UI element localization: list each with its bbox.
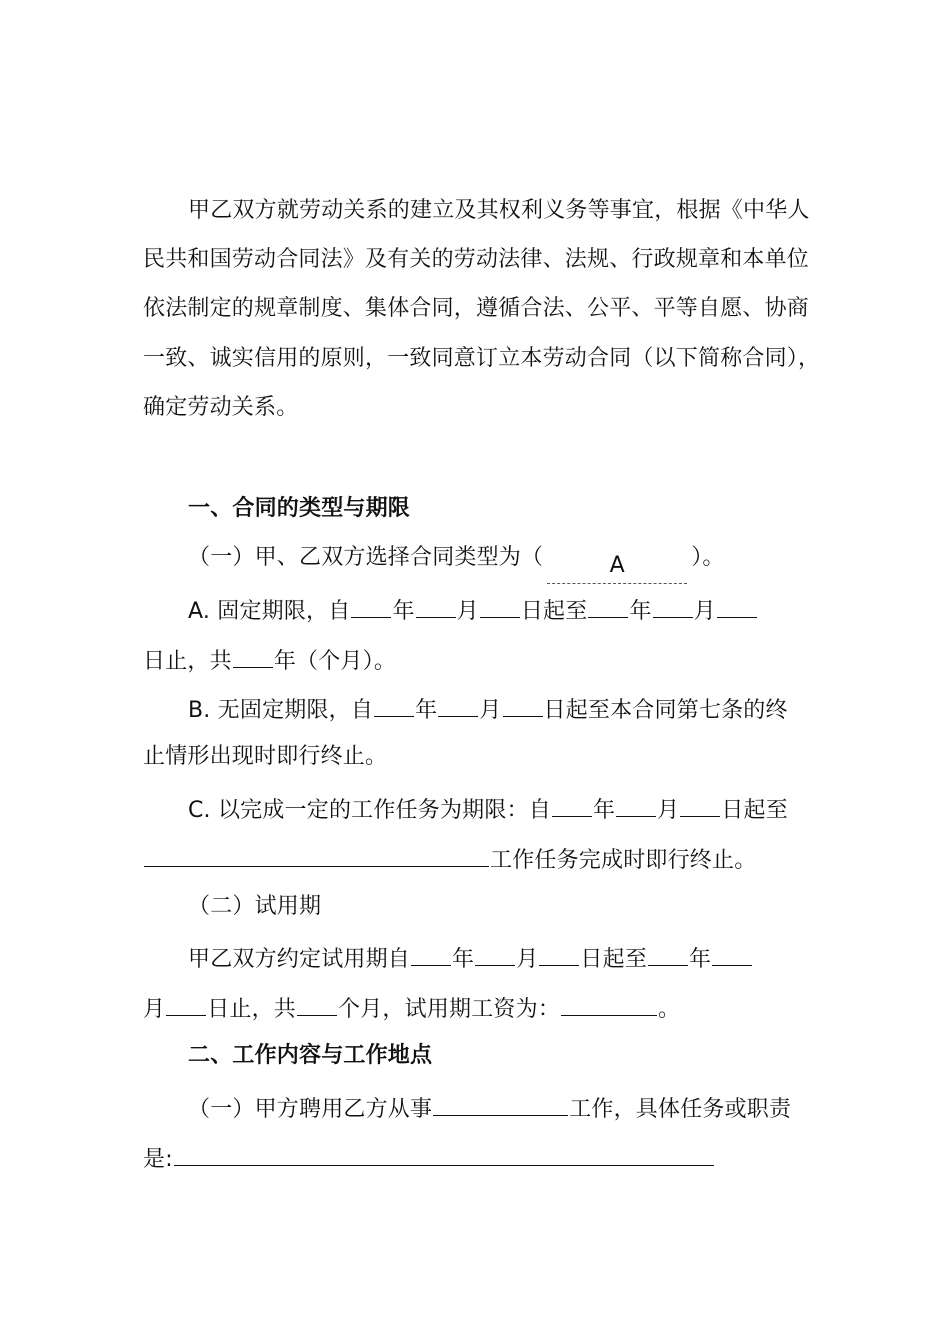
month-label: 月 (456, 599, 479, 624)
preamble-line-1: 甲乙双方就劳动关系的建立及其权利义务等事宜，根据《中华人 (188, 198, 810, 223)
option-b-line-2: 止情形出现时即行终止。 (143, 744, 388, 769)
probation-end-mark: 。 (658, 997, 681, 1022)
year-label: 年 (592, 798, 616, 823)
day-from-label: 日起至 (580, 947, 648, 972)
probation-heading: （二）试用期 (188, 894, 322, 919)
preamble-line-3: 依法制定的规章制度、集体合同，遵循合法、公平、平等自愿、协商 (143, 296, 810, 321)
month-label: 月 (516, 947, 539, 972)
job-line-1 (188, 1091, 791, 1125)
year-label: 年 (392, 599, 415, 624)
option-a-end-year-field[interactable] (588, 593, 628, 618)
job-prefix: （一）甲方聘用乙方从事 (188, 1097, 433, 1122)
option-a-line-2 (143, 643, 396, 677)
option-a-end-day-field[interactable] (717, 593, 757, 618)
total-suffix-label: 年（个月）。 (273, 649, 397, 674)
option-b-month-field[interactable] (438, 692, 478, 717)
option-c-month-field[interactable] (616, 792, 656, 817)
section2-heading: 二、工作内容与工作地点 (188, 1043, 433, 1068)
probation-end-month-field[interactable] (712, 941, 752, 966)
option-c-suffix: 工作任务完成时即行终止。 (490, 848, 757, 873)
job-line-2 (143, 1141, 715, 1175)
probation-prefix: 甲乙双方约定试用期自 (188, 947, 411, 972)
option-c-label: C. 以完成一定的工作任务为期限：自 (188, 798, 551, 823)
month-label: 月 (479, 698, 502, 723)
option-a-label: A. 固定期限，自 (188, 599, 351, 624)
preamble-line-2: 民共和国劳动合同法》及有关的劳动法律、法规、行政规章和本单位 (143, 247, 810, 272)
day-total-label: 日止，共 (207, 997, 297, 1022)
year-label: 年 (629, 599, 652, 624)
month-label: 月 (693, 599, 716, 624)
duties-field[interactable] (174, 1141, 714, 1166)
month-label: 月 (143, 997, 166, 1022)
day-total-label: 日止，共 (143, 649, 232, 674)
probation-end-day-field[interactable] (166, 991, 206, 1016)
option-a-end-month-field[interactable] (653, 593, 693, 618)
duties-label: 是: (143, 1147, 173, 1172)
option-c-line-2 (143, 842, 756, 876)
year-label: 年 (415, 698, 438, 723)
preamble-line-4: 一致、诚实信用的原则，一致同意订立本劳动合同（以下简称合同）， (143, 346, 821, 371)
day-from-label: 日起至 (721, 798, 788, 823)
month-label: 月 (657, 798, 680, 823)
option-c-task-field[interactable] (144, 842, 489, 867)
probation-start-day-field[interactable] (539, 941, 579, 966)
probation-line-2 (143, 991, 680, 1025)
probation-months-field[interactable] (297, 991, 337, 1016)
day-from-label: 日起至 (520, 599, 588, 624)
option-a-start-day-field[interactable] (480, 593, 520, 618)
option-c-day-field[interactable] (680, 792, 720, 817)
contract-type-line (188, 543, 725, 584)
contract-type-prefix: （一）甲、乙双方选择合同类型为（ (188, 545, 544, 570)
option-a-total-field[interactable] (233, 643, 273, 668)
preamble-line-5: 确定劳动关系。 (143, 395, 299, 420)
contract-type-suffix: ）。 (691, 545, 725, 570)
probation-salary-label: 个月，试用期工资为： (338, 997, 561, 1022)
option-c-line-1 (188, 792, 788, 826)
option-b-line-1 (188, 692, 788, 726)
option-a-start-year-field[interactable] (351, 593, 391, 618)
year-label: 年 (689, 947, 712, 972)
year-label: 年 (452, 947, 475, 972)
option-a-line-1 (188, 593, 758, 627)
probation-end-year-field[interactable] (648, 941, 688, 966)
job-title-field[interactable] (433, 1091, 568, 1116)
job-suffix: 工作，具体任务或职责 (569, 1097, 792, 1122)
probation-line-1 (188, 941, 753, 975)
probation-start-month-field[interactable] (475, 941, 515, 966)
option-a-start-month-field[interactable] (416, 593, 456, 618)
option-c-year-field[interactable] (552, 792, 592, 817)
option-b-year-field[interactable] (374, 692, 414, 717)
probation-salary-field[interactable] (561, 991, 657, 1016)
probation-start-year-field[interactable] (411, 941, 451, 966)
option-b-suffix: 日起至本合同第七条的终 (543, 698, 788, 723)
contract-type-field[interactable]: A (547, 551, 687, 584)
section1-heading: 一、合同的类型与期限 (188, 496, 411, 521)
option-b-label: B. 无固定期限，自 (188, 698, 374, 723)
option-b-day-field[interactable] (503, 692, 543, 717)
